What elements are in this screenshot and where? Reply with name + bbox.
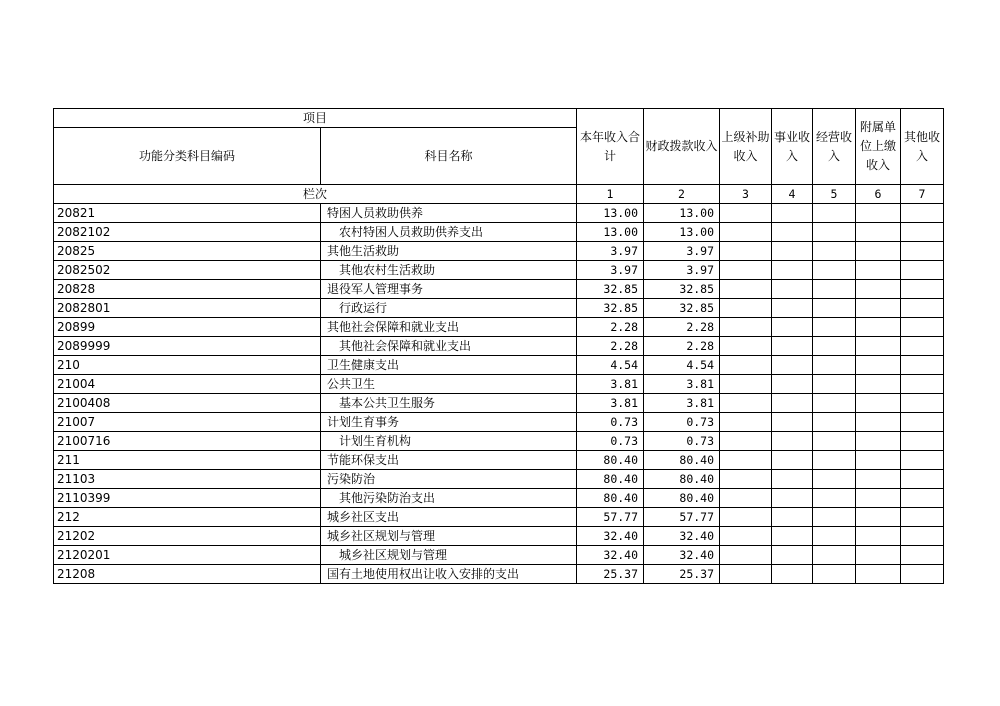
cell-affiliated bbox=[856, 432, 901, 451]
cell-superior bbox=[720, 299, 772, 318]
cell-code: 212 bbox=[54, 508, 321, 527]
cell-fiscal: 80.40 bbox=[644, 451, 720, 470]
cell-affiliated bbox=[856, 223, 901, 242]
cell-fiscal: 32.40 bbox=[644, 527, 720, 546]
col-number: 6 bbox=[856, 185, 901, 204]
cell-operating bbox=[813, 337, 856, 356]
cell-fiscal: 4.54 bbox=[644, 356, 720, 375]
cell-superior bbox=[720, 261, 772, 280]
cell-name: 其他农村生活救助 bbox=[321, 261, 577, 280]
cell-superior bbox=[720, 337, 772, 356]
cell-name: 特困人员救助供养 bbox=[321, 204, 577, 223]
cell-name: 节能环保支出 bbox=[321, 451, 577, 470]
cell-fiscal: 32.85 bbox=[644, 299, 720, 318]
cell-other bbox=[901, 470, 944, 489]
cell-total: 80.40 bbox=[577, 470, 644, 489]
cell-affiliated bbox=[856, 470, 901, 489]
income-table bbox=[53, 108, 944, 584]
table-row bbox=[54, 223, 944, 242]
cell-business bbox=[772, 242, 813, 261]
header-affiliated: 附属单位上缴收入 bbox=[856, 109, 901, 185]
cell-total: 13.00 bbox=[577, 223, 644, 242]
cell-operating bbox=[813, 527, 856, 546]
cell-affiliated bbox=[856, 413, 901, 432]
cell-business bbox=[772, 204, 813, 223]
cell-affiliated bbox=[856, 242, 901, 261]
cell-business bbox=[772, 413, 813, 432]
cell-total: 3.81 bbox=[577, 394, 644, 413]
cell-operating bbox=[813, 261, 856, 280]
cell-code: 20825 bbox=[54, 242, 321, 261]
cell-superior bbox=[720, 451, 772, 470]
cell-name: 城乡社区规划与管理 bbox=[321, 527, 577, 546]
cell-other bbox=[901, 299, 944, 318]
cell-total: 32.40 bbox=[577, 546, 644, 565]
cell-code: 2120201 bbox=[54, 546, 321, 565]
table-row bbox=[54, 394, 944, 413]
cell-fiscal: 32.85 bbox=[644, 280, 720, 299]
table-row bbox=[54, 527, 944, 546]
cell-fiscal: 0.73 bbox=[644, 432, 720, 451]
cell-other bbox=[901, 489, 944, 508]
cell-name: 基本公共卫生服务 bbox=[321, 394, 577, 413]
cell-operating bbox=[813, 280, 856, 299]
cell-other bbox=[901, 318, 944, 337]
cell-total: 80.40 bbox=[577, 489, 644, 508]
cell-fiscal: 80.40 bbox=[644, 489, 720, 508]
cell-superior bbox=[720, 432, 772, 451]
header-business: 事业收入 bbox=[772, 109, 813, 185]
cell-total: 2.28 bbox=[577, 318, 644, 337]
cell-affiliated bbox=[856, 489, 901, 508]
cell-operating bbox=[813, 242, 856, 261]
cell-operating bbox=[813, 204, 856, 223]
header-fiscal: 财政拨款收入 bbox=[644, 109, 720, 185]
cell-other bbox=[901, 223, 944, 242]
cell-total: 32.85 bbox=[577, 280, 644, 299]
cell-total: 32.85 bbox=[577, 299, 644, 318]
cell-total: 4.54 bbox=[577, 356, 644, 375]
cell-business bbox=[772, 318, 813, 337]
cell-other bbox=[901, 394, 944, 413]
table-body bbox=[54, 204, 944, 584]
cell-other bbox=[901, 508, 944, 527]
cell-other bbox=[901, 451, 944, 470]
cell-affiliated bbox=[856, 375, 901, 394]
cell-fiscal: 3.97 bbox=[644, 261, 720, 280]
cell-operating bbox=[813, 413, 856, 432]
cell-code: 21103 bbox=[54, 470, 321, 489]
cell-code: 21202 bbox=[54, 527, 321, 546]
col-number: 5 bbox=[813, 185, 856, 204]
cell-affiliated bbox=[856, 318, 901, 337]
cell-name: 城乡社区规划与管理 bbox=[321, 546, 577, 565]
cell-name: 行政运行 bbox=[321, 299, 577, 318]
cell-business bbox=[772, 280, 813, 299]
cell-business bbox=[772, 508, 813, 527]
cell-affiliated bbox=[856, 356, 901, 375]
cell-business bbox=[772, 546, 813, 565]
cell-other bbox=[901, 280, 944, 299]
cell-operating bbox=[813, 508, 856, 527]
cell-total: 3.97 bbox=[577, 242, 644, 261]
cell-operating bbox=[813, 375, 856, 394]
cell-other bbox=[901, 356, 944, 375]
cell-affiliated bbox=[856, 337, 901, 356]
cell-code: 2100716 bbox=[54, 432, 321, 451]
cell-other bbox=[901, 432, 944, 451]
cell-code: 21004 bbox=[54, 375, 321, 394]
cell-business bbox=[772, 337, 813, 356]
cell-code: 21007 bbox=[54, 413, 321, 432]
cell-total: 3.97 bbox=[577, 261, 644, 280]
cell-fiscal: 3.97 bbox=[644, 242, 720, 261]
table-row bbox=[54, 470, 944, 489]
cell-operating bbox=[813, 546, 856, 565]
cell-superior bbox=[720, 223, 772, 242]
cell-other bbox=[901, 546, 944, 565]
cell-affiliated bbox=[856, 261, 901, 280]
cell-code: 2082502 bbox=[54, 261, 321, 280]
cell-code: 20821 bbox=[54, 204, 321, 223]
cell-superior bbox=[720, 527, 772, 546]
cell-name: 公共卫生 bbox=[321, 375, 577, 394]
cell-business bbox=[772, 223, 813, 242]
cell-business bbox=[772, 261, 813, 280]
cell-operating bbox=[813, 489, 856, 508]
cell-code: 20899 bbox=[54, 318, 321, 337]
cell-code: 21208 bbox=[54, 565, 321, 584]
col-number: 7 bbox=[901, 185, 944, 204]
cell-name: 其他生活救助 bbox=[321, 242, 577, 261]
cell-other bbox=[901, 413, 944, 432]
cell-code: 211 bbox=[54, 451, 321, 470]
cell-code: 2082102 bbox=[54, 223, 321, 242]
cell-affiliated bbox=[856, 508, 901, 527]
table-row bbox=[54, 508, 944, 527]
cell-name: 其他社会保障和就业支出 bbox=[321, 318, 577, 337]
cell-other bbox=[901, 261, 944, 280]
cell-name: 退役军人管理事务 bbox=[321, 280, 577, 299]
cell-code: 2082801 bbox=[54, 299, 321, 318]
col-number: 2 bbox=[644, 185, 720, 204]
cell-business bbox=[772, 394, 813, 413]
cell-superior bbox=[720, 375, 772, 394]
cell-fiscal: 3.81 bbox=[644, 375, 720, 394]
cell-name: 计划生育机构 bbox=[321, 432, 577, 451]
cell-total: 13.00 bbox=[577, 204, 644, 223]
cell-business bbox=[772, 527, 813, 546]
cell-operating bbox=[813, 565, 856, 584]
cell-affiliated bbox=[856, 451, 901, 470]
cell-code: 210 bbox=[54, 356, 321, 375]
table-row bbox=[54, 318, 944, 337]
cell-operating bbox=[813, 223, 856, 242]
cell-business bbox=[772, 470, 813, 489]
header-total: 本年收入合计 bbox=[577, 109, 644, 185]
header-superior: 上级补助收入 bbox=[720, 109, 772, 185]
cell-business bbox=[772, 565, 813, 584]
cell-operating bbox=[813, 451, 856, 470]
header-code: 功能分类科目编码 bbox=[54, 128, 321, 185]
cell-total: 80.40 bbox=[577, 451, 644, 470]
table-row bbox=[54, 280, 944, 299]
table-row bbox=[54, 261, 944, 280]
table-row bbox=[54, 299, 944, 318]
cell-operating bbox=[813, 299, 856, 318]
cell-code: 2089999 bbox=[54, 337, 321, 356]
cell-name: 污染防治 bbox=[321, 470, 577, 489]
cell-business bbox=[772, 375, 813, 394]
cell-other bbox=[901, 204, 944, 223]
cell-fiscal: 25.37 bbox=[644, 565, 720, 584]
table-row bbox=[54, 432, 944, 451]
table-row bbox=[54, 242, 944, 261]
table-header bbox=[54, 109, 944, 204]
cell-other bbox=[901, 565, 944, 584]
cell-superior bbox=[720, 546, 772, 565]
cell-superior bbox=[720, 565, 772, 584]
cell-superior bbox=[720, 204, 772, 223]
cell-operating bbox=[813, 356, 856, 375]
cell-superior bbox=[720, 318, 772, 337]
cell-superior bbox=[720, 470, 772, 489]
cell-operating bbox=[813, 394, 856, 413]
cell-operating bbox=[813, 318, 856, 337]
cell-affiliated bbox=[856, 299, 901, 318]
cell-total: 32.40 bbox=[577, 527, 644, 546]
cell-total: 57.77 bbox=[577, 508, 644, 527]
cell-superior bbox=[720, 413, 772, 432]
cell-business bbox=[772, 299, 813, 318]
cell-affiliated bbox=[856, 565, 901, 584]
cell-affiliated bbox=[856, 280, 901, 299]
table-row bbox=[54, 204, 944, 223]
cell-other bbox=[901, 375, 944, 394]
cell-superior bbox=[720, 280, 772, 299]
col-number: 4 bbox=[772, 185, 813, 204]
row-label: 栏次 bbox=[54, 185, 577, 204]
cell-operating bbox=[813, 470, 856, 489]
cell-superior bbox=[720, 356, 772, 375]
cell-operating bbox=[813, 432, 856, 451]
cell-affiliated bbox=[856, 394, 901, 413]
cell-fiscal: 13.00 bbox=[644, 223, 720, 242]
cell-superior bbox=[720, 508, 772, 527]
cell-fiscal: 2.28 bbox=[644, 337, 720, 356]
cell-name: 卫生健康支出 bbox=[321, 356, 577, 375]
table-row bbox=[54, 565, 944, 584]
cell-fiscal: 80.40 bbox=[644, 470, 720, 489]
table-row bbox=[54, 356, 944, 375]
cell-name: 其他社会保障和就业支出 bbox=[321, 337, 577, 356]
cell-name: 国有土地使用权出让收入安排的支出 bbox=[321, 565, 577, 584]
table-row bbox=[54, 337, 944, 356]
header-name: 科目名称 bbox=[321, 128, 577, 185]
cell-other bbox=[901, 337, 944, 356]
cell-name: 计划生育事务 bbox=[321, 413, 577, 432]
table-row bbox=[54, 413, 944, 432]
cell-name: 农村特困人员救助供养支出 bbox=[321, 223, 577, 242]
cell-total: 0.73 bbox=[577, 432, 644, 451]
table-row bbox=[54, 375, 944, 394]
cell-superior bbox=[720, 394, 772, 413]
cell-name: 城乡社区支出 bbox=[321, 508, 577, 527]
cell-name: 其他污染防治支出 bbox=[321, 489, 577, 508]
cell-total: 0.73 bbox=[577, 413, 644, 432]
cell-affiliated bbox=[856, 204, 901, 223]
table-row bbox=[54, 489, 944, 508]
cell-total: 3.81 bbox=[577, 375, 644, 394]
cell-business bbox=[772, 356, 813, 375]
col-number: 1 bbox=[577, 185, 644, 204]
cell-affiliated bbox=[856, 546, 901, 565]
cell-business bbox=[772, 489, 813, 508]
cell-fiscal: 32.40 bbox=[644, 546, 720, 565]
cell-fiscal: 0.73 bbox=[644, 413, 720, 432]
header-item: 项目 bbox=[54, 109, 577, 128]
header-other: 其他收入 bbox=[901, 109, 944, 185]
cell-total: 25.37 bbox=[577, 565, 644, 584]
cell-superior bbox=[720, 489, 772, 508]
cell-business bbox=[772, 432, 813, 451]
cell-total: 2.28 bbox=[577, 337, 644, 356]
cell-other bbox=[901, 527, 944, 546]
table-row bbox=[54, 546, 944, 565]
cell-fiscal: 2.28 bbox=[644, 318, 720, 337]
cell-fiscal: 13.00 bbox=[644, 204, 720, 223]
cell-superior bbox=[720, 242, 772, 261]
cell-fiscal: 3.81 bbox=[644, 394, 720, 413]
cell-other bbox=[901, 242, 944, 261]
cell-affiliated bbox=[856, 527, 901, 546]
cell-business bbox=[772, 451, 813, 470]
cell-code: 2100408 bbox=[54, 394, 321, 413]
cell-fiscal: 57.77 bbox=[644, 508, 720, 527]
cell-code: 2110399 bbox=[54, 489, 321, 508]
header-operating: 经营收入 bbox=[813, 109, 856, 185]
cell-code: 20828 bbox=[54, 280, 321, 299]
col-number: 3 bbox=[720, 185, 772, 204]
table-row bbox=[54, 451, 944, 470]
